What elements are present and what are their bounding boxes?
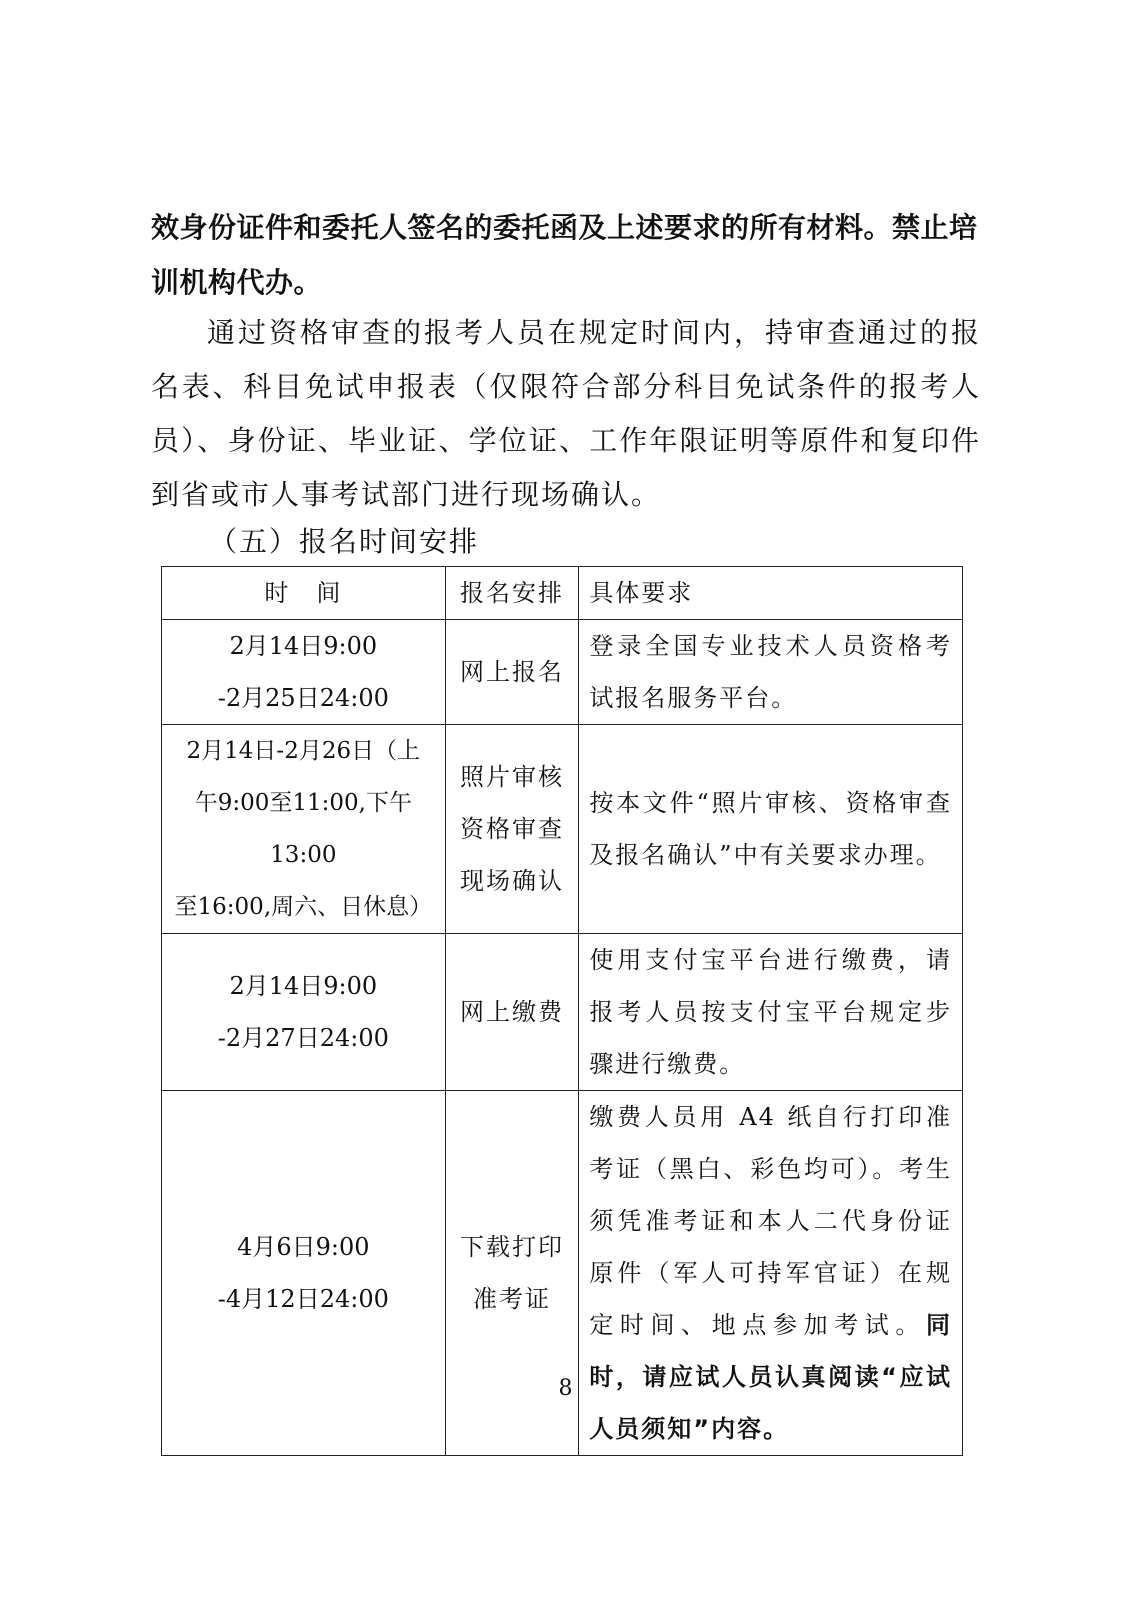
table-row xyxy=(162,620,963,725)
time-line: 2月14日9:00 xyxy=(229,972,378,1000)
cell-requirement xyxy=(579,620,963,725)
arrangement-line: 现场确认 xyxy=(459,867,564,895)
arrangement-line: 下载打印 xyxy=(459,1233,564,1261)
cell-arrangement xyxy=(445,725,579,934)
cell-requirement xyxy=(579,934,963,1091)
time-line: -2月27日24:00 xyxy=(217,1024,389,1052)
time-line: 午9:00至11:00,下午13:00 xyxy=(194,790,412,868)
table-row xyxy=(162,934,963,1091)
requirement-text: 缴费人员用 A4 纸自行打印准考证（黑白、彩色均可）。考生须凭准考证和本人二代身份证原件（军人可持军官证）在规定时间、地点参加考试。 xyxy=(589,1103,952,1339)
arrangement-line: 照片审核 xyxy=(459,763,564,791)
cell-time xyxy=(162,620,446,725)
time-line: 4月6日9:00 xyxy=(237,1233,370,1261)
arrangement-line: 准考证 xyxy=(472,1285,551,1313)
arrangement-line: 网上缴费 xyxy=(459,998,564,1026)
requirement-text: 按本文件“照片审核、资格审查及报名确认”中有关要求办理。 xyxy=(589,789,952,869)
time-line: 2月14日-2月26日（上 xyxy=(186,738,421,764)
header-time: 时 间 xyxy=(162,567,446,620)
time-line: 至16:00,周六、日休息） xyxy=(174,894,433,920)
section-title: （五）报名时间安排 xyxy=(209,525,480,558)
cell-arrangement xyxy=(445,620,579,725)
paragraph-bold-continuation: 效身份证件和委托人签名的委托函及上述要求的所有材料。禁止培训机构代办。 xyxy=(151,211,978,299)
requirement-text: 登录全国专业技术人员资格考试报名服务平台。 xyxy=(589,632,952,712)
cell-arrangement xyxy=(445,934,579,1091)
paragraph-onsite-confirmation: 通过资格审查的报考人员在规定时间内，持审查通过的报名表、科目免试申报表（仅限符合部分科目免试条件的报考人员）、身份证、毕业证、学位证、工作年限证明等原件和复印件到省或市人事考试部门进行现场确认。 xyxy=(151,316,981,511)
time-line: -4月12日24:00 xyxy=(217,1285,389,1313)
page-number: 8 xyxy=(558,1376,573,1401)
cell-time xyxy=(162,725,446,934)
registration-schedule-table xyxy=(161,566,963,1456)
cell-time xyxy=(162,934,446,1091)
header-requirements: 具体要求 xyxy=(579,567,963,620)
cell-requirement xyxy=(579,725,963,934)
arrangement-line: 网上报名 xyxy=(459,658,564,686)
requirement-text: 使用支付宝平台进行缴费，请报考人员按支付宝平台规定步骤进行缴费。 xyxy=(589,946,952,1078)
header-arrangement: 报名安排 xyxy=(445,567,579,620)
time-line: 2月14日9:00 xyxy=(229,632,378,660)
requirement-bold-text: 同时，请应试人员认真阅读“应试人员须知”内容。 xyxy=(589,1311,952,1443)
table-header-row xyxy=(162,567,963,620)
arrangement-line: 资格审查 xyxy=(459,815,564,843)
time-line: -2月25日24:00 xyxy=(217,684,389,712)
table-row xyxy=(162,725,963,934)
